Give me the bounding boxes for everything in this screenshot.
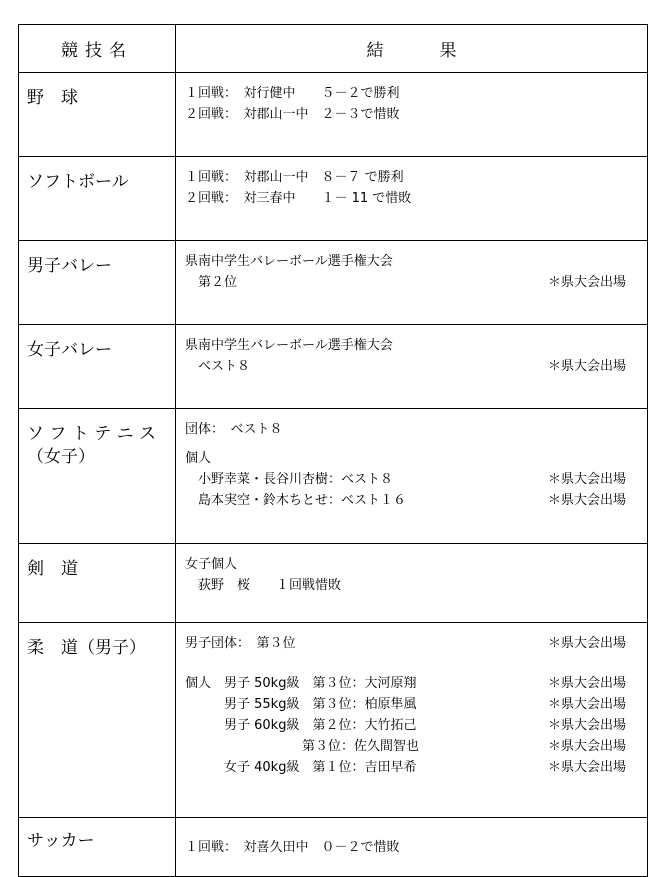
result-line [185, 167, 647, 188]
table-row [19, 73, 648, 157]
result-line [185, 419, 647, 440]
result-text: 個人 男子 50kg級 第３位：大河原翔 [185, 676, 417, 691]
result-text: 第３位：佐久間智也 [185, 739, 420, 754]
table-row [19, 325, 648, 409]
result-text: 県南中学生バレーボール選手権大会 [185, 338, 393, 353]
result-line [185, 837, 647, 858]
table-row [19, 818, 648, 877]
result-text: 島本実空・鈴木ちとせ：ベスト１６ [185, 493, 407, 508]
result-text: 荻野 桜 １回戦惜敗 [185, 578, 342, 593]
header-result-char-2: 果 [439, 41, 457, 61]
event-name: 女子バレー [19, 325, 176, 409]
header-result [176, 25, 648, 73]
result-cell [176, 241, 648, 325]
result-cell [176, 818, 648, 877]
prefectural-qualifier-note: ＊県大会出場 [547, 636, 626, 651]
result-line [185, 715, 647, 736]
prefectural-qualifier-note: ＊県大会出場 [547, 676, 626, 691]
result-text: 男子団体： 第３位 [185, 636, 296, 651]
prefectural-qualifier-note: ＊県大会出場 [547, 739, 626, 754]
result-text: １回戦： 対行健中 ５－２で勝利 [185, 86, 400, 101]
result-text: 小野幸菜・長谷川杏樹：ベスト８ [185, 472, 394, 487]
result-line [185, 335, 647, 356]
result-line [185, 448, 647, 469]
result-cell [176, 73, 648, 157]
header-event: 競技名 [19, 25, 176, 73]
result-line [185, 490, 647, 511]
result-cell [176, 544, 648, 623]
result-line [185, 251, 647, 272]
table-row [19, 241, 648, 325]
result-line [185, 272, 647, 293]
result-text: 第２位 [185, 275, 238, 290]
prefectural-qualifier-note: ＊県大会出場 [547, 493, 626, 508]
result-line [185, 469, 647, 490]
result-text: 団体： ベスト８ [185, 422, 283, 437]
result-line [185, 673, 647, 694]
event-name: ソ フ ト テ ニ ス （女子） [19, 409, 176, 544]
table-row [19, 157, 648, 241]
result-text: 男子 60kg級 第２位：大竹拓己 [185, 718, 417, 733]
result-line [185, 736, 647, 757]
result-line [185, 188, 647, 209]
result-text: ２回戦： 対郡山一中 ２－３で惜敗 [185, 107, 400, 122]
prefectural-qualifier-note: ＊県大会出場 [547, 359, 626, 374]
result-line [185, 83, 647, 104]
results-table [18, 24, 648, 877]
result-text: １回戦： 対郡山一中 ８－７ で勝利 [185, 170, 404, 185]
result-line [185, 104, 647, 125]
event-name: サッカー [19, 818, 176, 877]
result-text: 女子個人 [185, 557, 238, 572]
result-line [185, 757, 647, 778]
result-line [185, 633, 647, 654]
header-result-char-1: 結 [366, 41, 384, 61]
result-line [185, 694, 647, 715]
prefectural-qualifier-note: ＊県大会出場 [547, 697, 626, 712]
prefectural-qualifier-note: ＊県大会出場 [547, 718, 626, 733]
prefectural-qualifier-note: ＊県大会出場 [547, 472, 626, 487]
result-text: 男子 55kg級 第３位：柏原隼風 [185, 697, 417, 712]
event-name: 男子バレー [19, 241, 176, 325]
result-cell [176, 325, 648, 409]
result-text: １回戦： 対喜久田中 ０－２で惜敗 [185, 839, 400, 855]
result-line [185, 554, 647, 575]
result-text: ベスト８ [185, 359, 251, 374]
prefectural-qualifier-note: ＊県大会出場 [547, 760, 626, 775]
prefectural-qualifier-note: ＊県大会出場 [547, 275, 626, 290]
event-name: 野 球 [19, 73, 176, 157]
result-line [185, 356, 647, 377]
result-text: 個人 [185, 451, 212, 466]
result-line [185, 575, 647, 596]
result-cell [176, 409, 648, 544]
event-name: 柔 道（男子） [19, 623, 176, 818]
table-row [19, 409, 648, 544]
result-text: ２回戦： 対三春中 １－ 11 で惜敗 [185, 191, 412, 206]
event-name: 剣 道 [19, 544, 176, 623]
table-row [19, 623, 648, 818]
result-cell [176, 623, 648, 818]
header-row [19, 25, 648, 73]
table-row [19, 544, 648, 623]
event-name: ソフトボール [19, 157, 176, 241]
result-text: 女子 40kg級 第１位：吉田早希 [185, 760, 417, 775]
result-text: 県南中学生バレーボール選手権大会 [185, 254, 393, 269]
result-cell [176, 157, 648, 241]
